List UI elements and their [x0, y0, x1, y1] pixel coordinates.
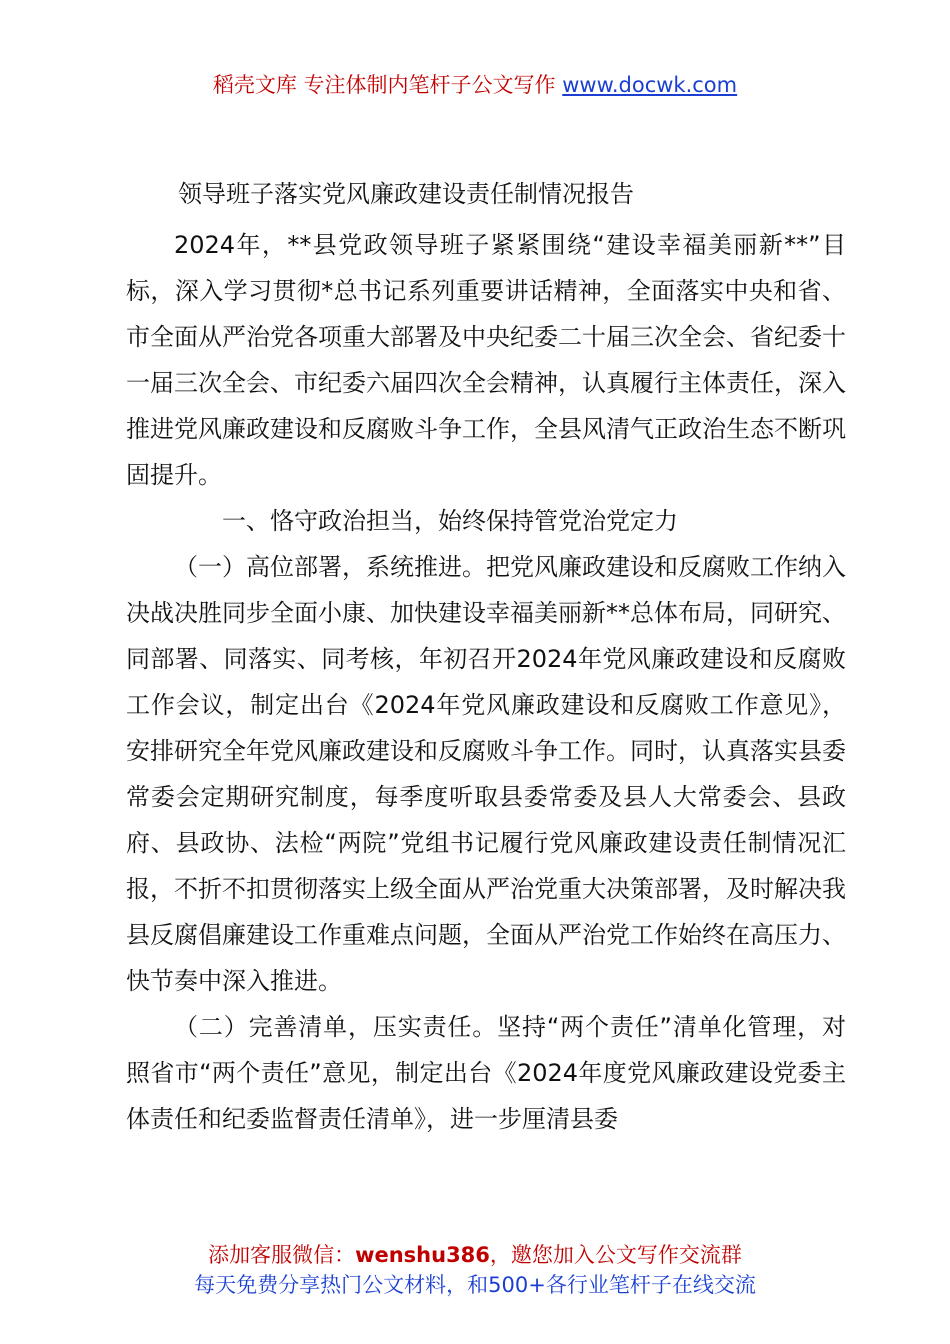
paragraph-subsection-1: （一）高位部署，系统推进。把党风廉政建设和反腐败工作纳入决战决胜同步全面小康、加快建设幸福美丽新**总体布局，同研究、同部署、同落实、同考核，年初召开2024年党风廉政建设和反腐败工作会议，制定出台《2024年党风廉政建设和反腐败工作意见》，安排研究全年党风廉政建设和反腐败斗争工作。同时，认真落实县委常委会定期研究制度，每季度听取县委常委及县人大常委会、县政府、县政协、法检“两院”党组书记履行党风廉政建设责任制情况汇报，不折不扣贯彻落实上级全面从严治党重大决策部署，及时解决我县反腐倡廉建设工作重难点问题，全面从严治党工作始终在高压力、快节奏中深入推进。	[126, 553, 846, 995]
footer-wechat-label: 添加客服微信：	[208, 1243, 356, 1267]
paragraph-intro: 2024年，**县党政领导班子紧紧围绕“建设幸福美丽新**”目标，深入学习贯彻*总书记系列重要讲话精神，全面落实中央和省、市全面从严治党各项重大部署及中央纪委二十届三次全会、省纪委十一届三次全会、市纪委六届四次全会精神，认真履行主体责任，深入推进党风廉政建设和反腐败斗争工作，全县风清气正政治生态不断巩固提升。	[126, 231, 846, 489]
page-header	[0, 70, 950, 100]
paragraph-subsection-2: （二）完善清单，压实责任。坚持“两个责任”清单化管理，对照省市“两个责任”意见，制定出台《2024年度党风廉政建设党委主体责任和纪委监督责任清单》，进一步厘清县委	[126, 1013, 846, 1133]
document-title: 领导班子落实党风廉政建设责任制情况报告	[178, 180, 634, 208]
footer-wechat-id: wenshu386	[355, 1243, 490, 1267]
footer-line-2: 每天免费分享热门公文材料，和500+各行业笔杆子在线交流	[194, 1273, 756, 1297]
header-url-link[interactable]: www.docwk.com	[562, 73, 738, 97]
header-brand: 稻壳文库 专注体制内笔杆子公文写作	[212, 73, 556, 97]
document-body	[126, 222, 846, 1142]
footer-line-1	[0, 1240, 950, 1270]
footer-invite-text: ，邀您加入公文写作交流群	[489, 1243, 742, 1267]
page-footer	[0, 1240, 950, 1300]
section-heading-1: 一、恪守政治担当，始终保持管党治党定力	[222, 507, 678, 535]
